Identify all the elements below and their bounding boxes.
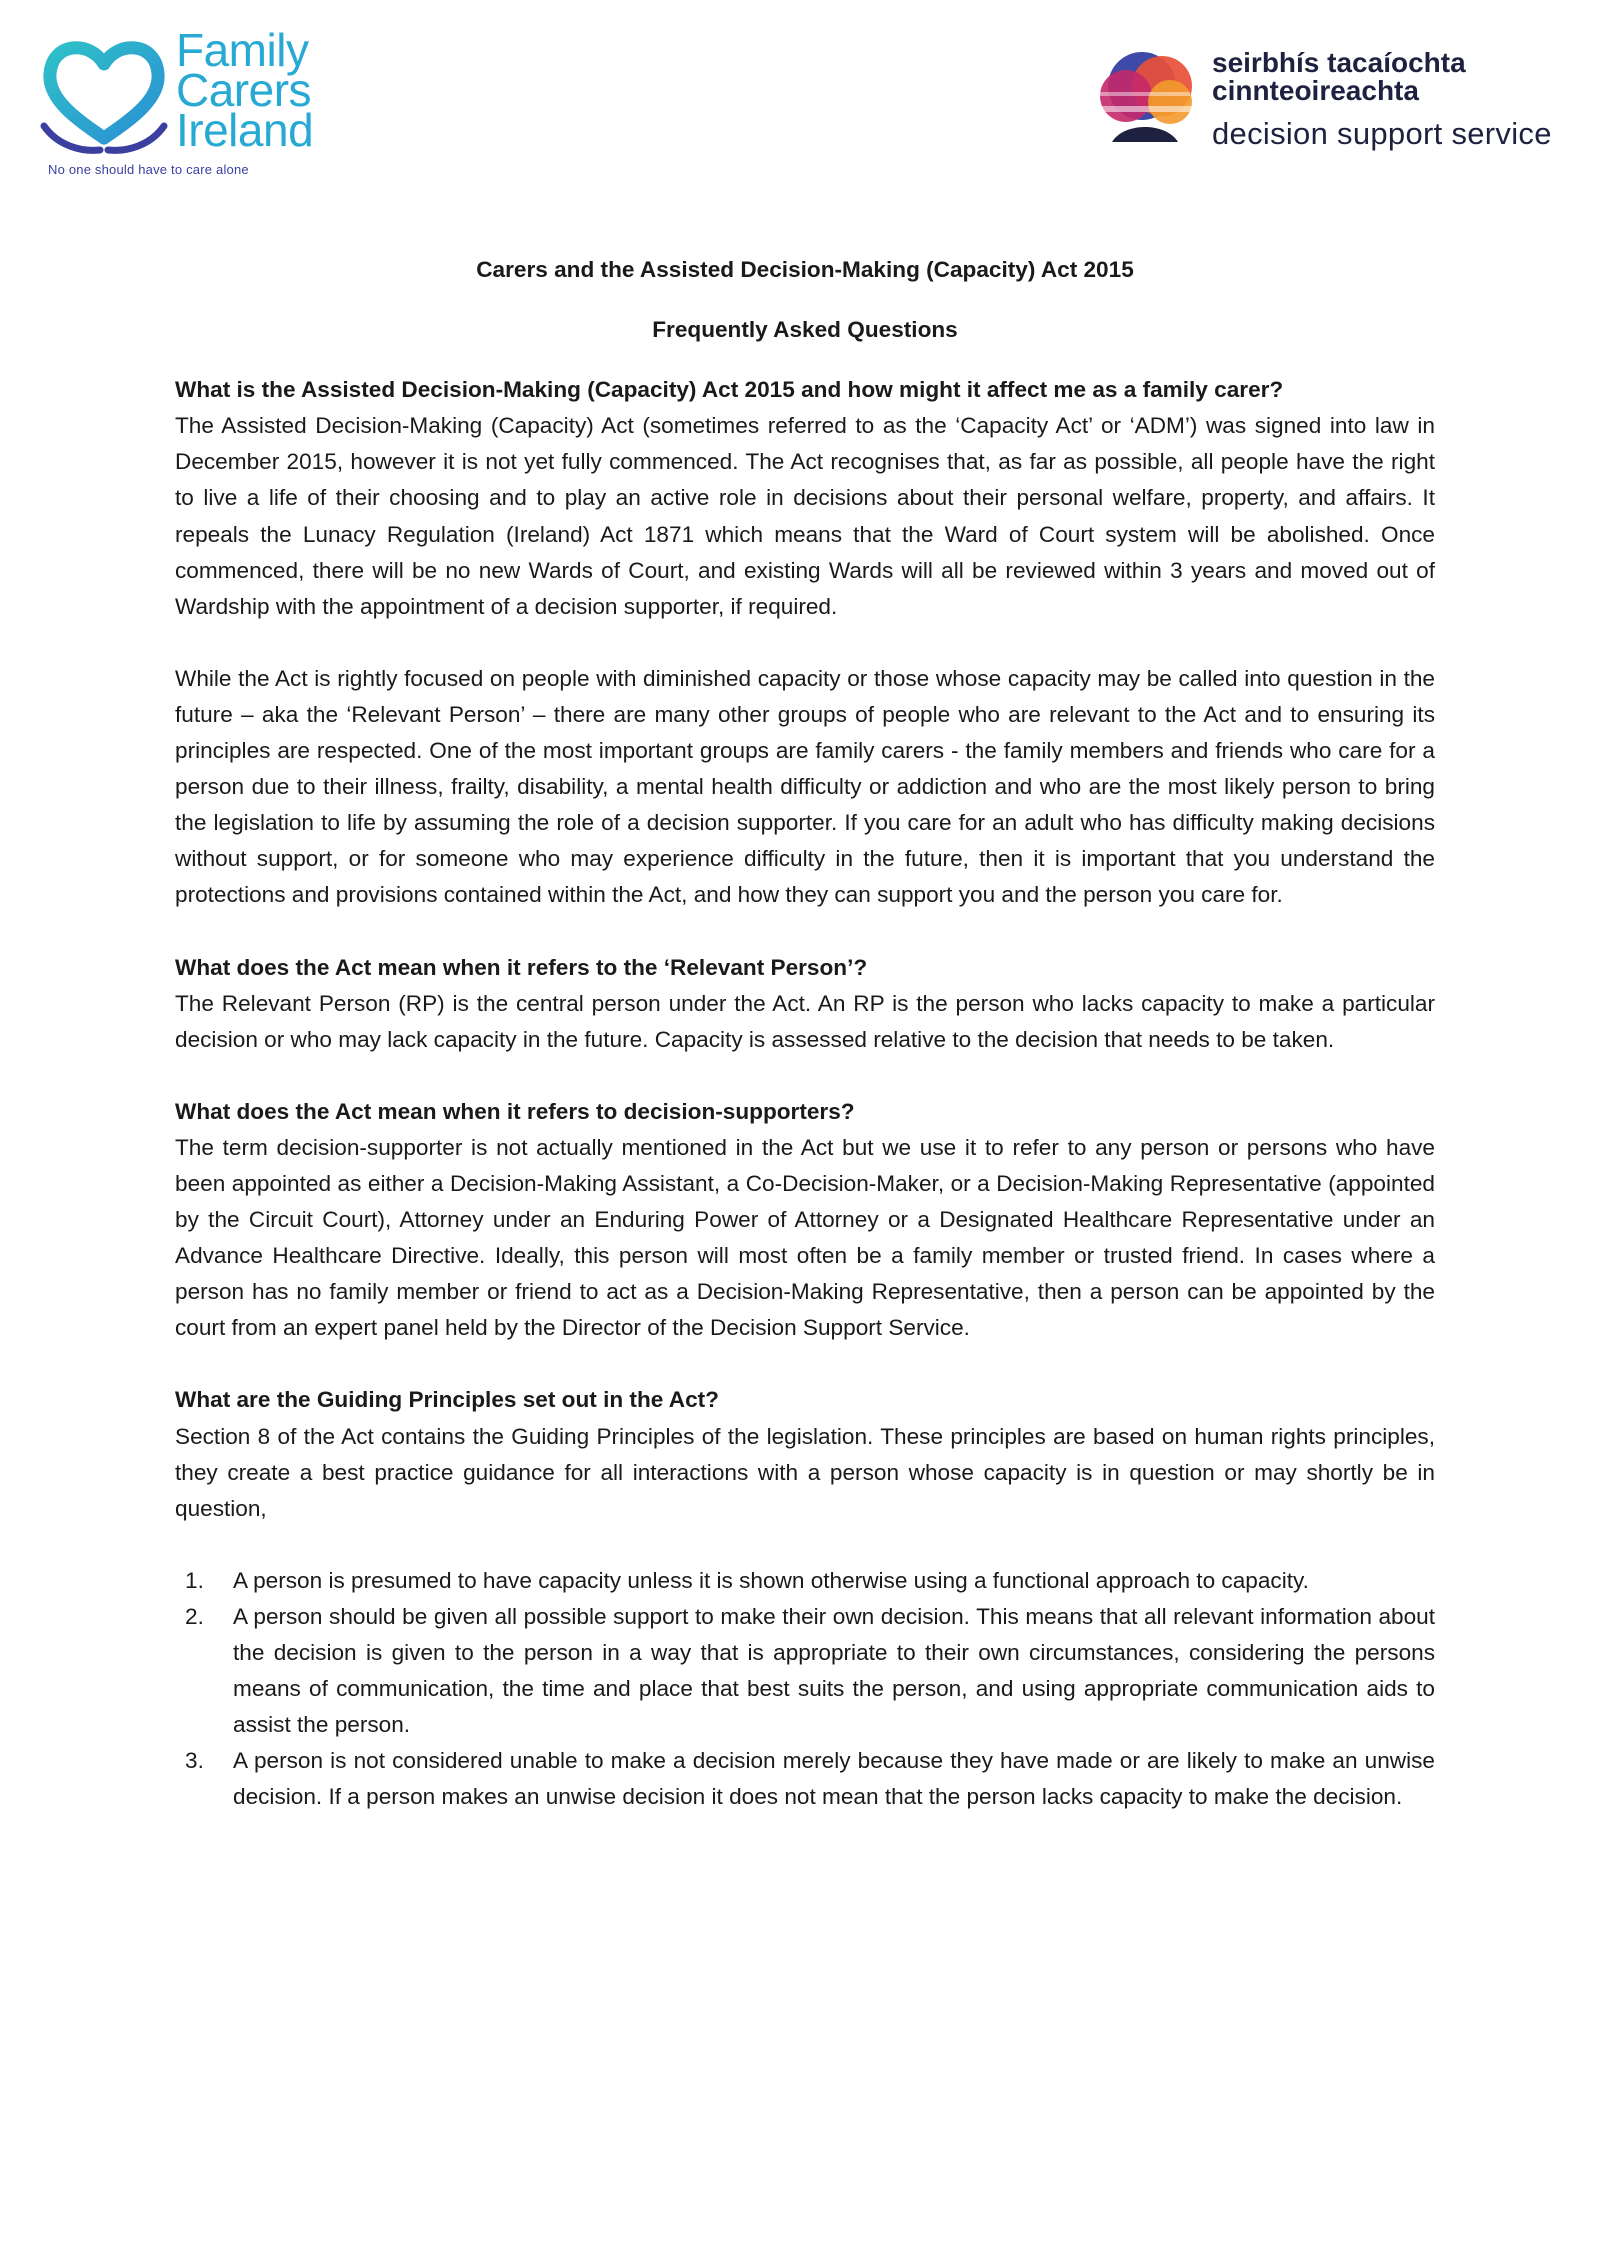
dss-irish-line-1: seirbhís tacaíochta: [1212, 47, 1466, 78]
faq-question: What is the Assisted Decision-Making (Capacity) Act 2015 and how might it affect me as a family carer?: [175, 377, 1284, 403]
decision-support-service-mark-icon: [1090, 46, 1200, 150]
list-item-text: A person is presumed to have capacity unless it is shown otherwise using a functional approach to capacity.: [233, 1567, 1309, 1593]
faq-section-what-is-act: [175, 372, 1435, 913]
faq-answer-paragraph: While the Act is rightly focused on people with diminished capacity or those whose capacity may be called into question in the future – aka the ‘Relevant Person’ – there are many other groups of people who are relevant to the Act and to ensuring its principles are respected. One of the most important groups are family carers - the family members and friends who care for a person due to their illness, frailty, disability, a mental health difficulty or addiction and who are the most likely person to bring the legislation to life by assuming the role of a decision supporter. If you care for an adult who has difficulty making decisions without support, or for someone who may experience difficulty in the future, then it is important that you understand the protections and provisions contained within the Act, and how they can support you and the person you care for.: [175, 665, 1435, 908]
faq-section-relevant-person: [175, 950, 1435, 1058]
dss-irish-line-2: cinnteoireachta: [1212, 75, 1419, 106]
faq-question: What does the Act mean when it refers to the ‘Relevant Person’?: [175, 954, 868, 980]
list-item-text: A person should be given all possible support to make their own decision. This means that all relevant information about the decision is given to the person in a way that is appropriate to their own circumstances, considering the persons means of communication, the time and place that best suits the person, and using appropriate communication aids to assist the person.: [233, 1603, 1435, 1738]
list-item-number: 1.: [185, 1567, 204, 1593]
list-item-text: A person is not considered unable to make a decision merely because they have made or are likely to make an unwise decision. If a person makes an unwise decision it does not mean that the person lacks capacity to make the decision.: [233, 1748, 1435, 1810]
faq-question: What does the Act mean when it refers to decision-supporters?: [175, 1098, 855, 1124]
family-carers-ireland-logo: [38, 24, 338, 178]
document-subtitle: Frequently Asked Questions: [652, 317, 958, 343]
document-title: Carers and the Assisted Decision-Making (Capacity) Act 2015: [476, 257, 1134, 282]
guiding-principles-list: [175, 1563, 1435, 1816]
list-item: [175, 1599, 1435, 1743]
logo-tagline: No one should have to care alone: [48, 162, 249, 177]
dss-english-name: decision support service: [1212, 116, 1552, 151]
faq-section-guiding-principles: [175, 1382, 1435, 1526]
faq-answer-paragraph: Section 8 of the Act contains the Guiding Principles of the legislation. These principles are based on human rights principles, they create a best practice guidance for all interactions with a person whose capacity is in question or may shortly be in question,: [175, 1423, 1435, 1521]
faq-section-decision-supporters: [175, 1094, 1435, 1347]
list-item: [175, 1563, 1435, 1599]
faq-answer-paragraph: The term decision-supporter is not actually mentioned in the Act but we use it to refer to any person or persons who have been appointed as either a Decision-Making Assistant, a Co-Decision-Maker, or a Decision-Making Representative (appointed by the Circuit Court), Attorney under an Enduring Power of Attorney or a Designated Healthcare Representative under an Advance Healthcare Directive. Ideally, this person will most often be a family member or trusted friend. In cases where a person has no family member or friend to act as a Decision-Making Representative, then a person can be appointed by the court from an expert panel held by the Director of the Decision Support Service.: [175, 1134, 1435, 1341]
family-carers-ireland-wordmark: Family Carers Ireland: [176, 24, 314, 156]
heart-hands-icon: [38, 34, 170, 160]
list-item: [175, 1743, 1435, 1815]
decision-support-service-logo: [1090, 46, 1570, 156]
list-item-number: 2.: [185, 1603, 204, 1629]
faq-answer-paragraph: The Relevant Person (RP) is the central person under the Act. An RP is the person who lacks capacity to make a particular decision or who may lack capacity in the future. Capacity is assessed relative to the decision that needs to be taken.: [175, 990, 1435, 1052]
faq-question: What are the Guiding Principles set out in the Act?: [175, 1387, 719, 1413]
faq-answer-paragraph: The Assisted Decision-Making (Capacity) Act (sometimes referred to as the ‘Capacity Act’ or ‘ADM’) was signed into law in December 2015, however it is not yet fully commenced. The Act recognises that, as far as possible, all people have the right to live a life of their choosing and to play an active role in decisions about their personal welfare, property, and affairs. It repeals the Lunacy Regulation (Ireland) Act 1871 which means that the Ward of Court system will be abolished. Once commenced, there will be no new Wards of Court, and existing Wards will all be reviewed within 3 years and moved out of Wardship with the appointment of a decision supporter, if required.: [175, 413, 1435, 619]
list-item-number: 3.: [185, 1748, 204, 1774]
document-body: [175, 252, 1435, 1815]
